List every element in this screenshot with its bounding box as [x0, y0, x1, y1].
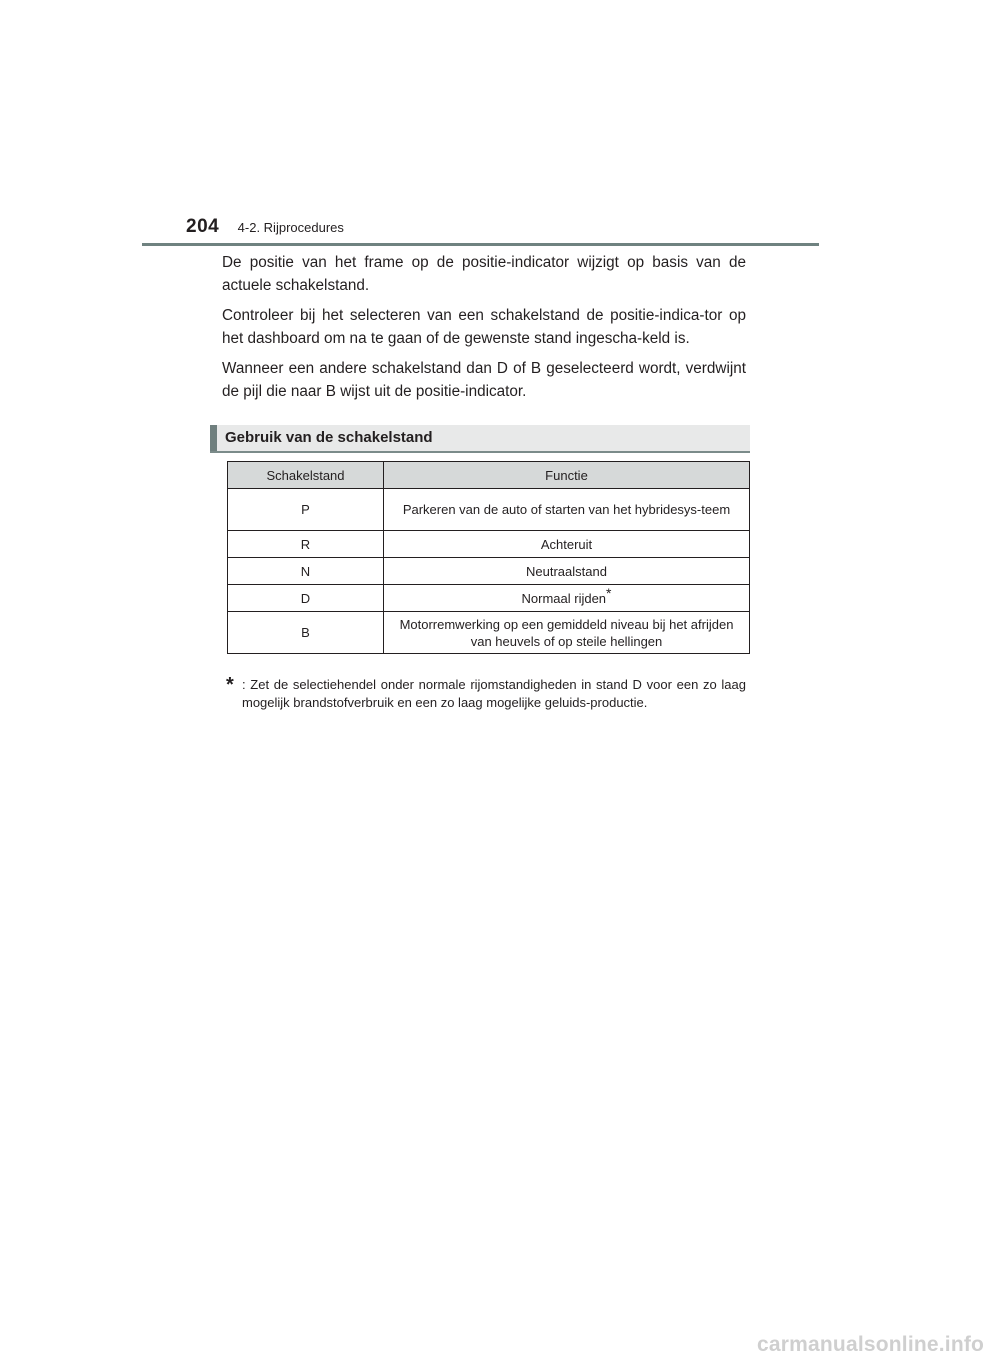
footnote [226, 676, 746, 712]
subheading-accent-bar [210, 425, 217, 451]
table-row [228, 489, 750, 531]
paragraph: Wanneer een andere schakelstand dan D of B geselecteerd wordt, verdwijnt de pijl die naar B wijst uit de positie-indicator. [222, 360, 746, 400]
header-divider [142, 243, 819, 246]
shift-position-table [227, 461, 750, 654]
paragraph: Controleer bij het selecteren van een schakelstand de positie-indica-tor op het dashboard om na te gaan of de gewenste stand ingescha-keld is. [222, 307, 746, 347]
function-cell [384, 585, 750, 612]
column-header-function: Functie [384, 462, 750, 489]
section-title: 4-2. Rijprocedures [237, 220, 344, 235]
position-cell: B [228, 612, 384, 654]
function-cell: Neutraalstand [384, 558, 750, 585]
table-header-row [228, 462, 750, 489]
subheading-title: Gebruik van de schakelstand [225, 429, 433, 446]
function-cell: Parkeren van de auto of starten van het hybridesys-teem [384, 489, 750, 531]
position-cell: R [228, 531, 384, 558]
footnote-asterisk: * [226, 674, 234, 696]
table-row [228, 558, 750, 585]
position-cell: P [228, 489, 384, 531]
subheading-box [210, 425, 750, 453]
table-row [228, 531, 750, 558]
table-row [228, 612, 750, 654]
function-cell: Motorremwerking op een gemiddeld niveau bij het afrijden van heuvels of op steile hellingen [384, 612, 750, 654]
paragraph: De positie van het frame op de positie-indicator wijzigt op basis van de actuele schakelstand. [222, 254, 746, 294]
page-header [186, 216, 344, 238]
function-text: Normaal rijden [521, 590, 607, 606]
body-text [222, 252, 746, 411]
page-number: 204 [186, 216, 220, 237]
footnote-marker: * [606, 584, 612, 601]
column-header-position: Schakelstand [228, 462, 384, 489]
position-cell: N [228, 558, 384, 585]
footnote-text: : Zet de selectiehendel onder normale rijomstandigheden in stand D voor een zo laag mogelijk brandstofverbruik en een zo laag mogelijke geluids-productie. [242, 677, 746, 710]
function-cell: Achteruit [384, 531, 750, 558]
position-cell: D [228, 585, 384, 612]
watermark: carmanualsonline.info [757, 1333, 984, 1356]
table-row [228, 585, 750, 612]
